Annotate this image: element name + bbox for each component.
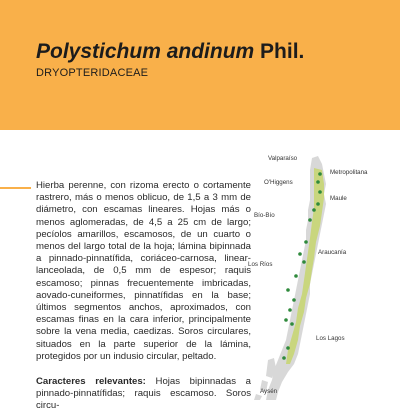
occurrence-point: [288, 308, 292, 312]
distribution-map: [248, 150, 400, 400]
occurrence-point: [318, 172, 322, 176]
occurrence-point: [316, 202, 320, 206]
occurrence-point: [286, 288, 290, 292]
occurrence-point: [318, 190, 322, 194]
chile-map-svg: [248, 150, 400, 400]
region-label-los-rios: Los Ríos: [248, 261, 273, 268]
family-name: DRYOPTERIDACEAE: [36, 67, 149, 79]
description-text: Hierba perenne, con rizoma erecto o cortamente rastrero, más o menos oblicuo, de 1,5 a 3 mm de diámetro, con escamas lineares. Hojas más o menos aglomeradas, de 4,5 a 25 cm de largo; pecíolos amarillos, escamosos, de un cuarto o menos del largo total de la hoja; lámina bipinnada a pinnado-pinnatífida, coriáceo-carnosa, linear-lanceolada, de 0,5 mm de espesor; raquis escamoso; pinnas frecuentemente imbricadas, aovado-cuneiformes, pinnatífidas en la base; últimos segmentos anchos, aproximados, con escamas finas en la cara inferior, principalmente sobre la vena media, caedizas. Soros circulares, situados en la parte superior de la lámina, protegidos por un indusio circular, peltado.: [36, 180, 251, 362]
occurrence-point: [316, 180, 320, 184]
relevant-label: Caracteres relevantes:: [36, 376, 146, 387]
region-label-metropolitana: Metropolitana: [330, 169, 368, 176]
occurrence-point: [290, 322, 294, 326]
occurrence-point: [282, 356, 286, 360]
occurrence-point: [304, 240, 308, 244]
occurrence-point: [312, 208, 316, 212]
occurrence-point: [292, 298, 296, 302]
region-label-los-lagos: Los Lagos: [316, 335, 345, 342]
region-label-araucania: Araucanía: [318, 249, 347, 256]
region-label-maule: Maule: [330, 195, 347, 202]
region-label-aysen: Aysén: [260, 388, 278, 395]
region-label-ohiggins: O'Higgens: [264, 179, 293, 186]
occurrence-point: [284, 318, 288, 322]
species-title: [36, 40, 304, 64]
species-name: Polystichum andinum: [36, 40, 255, 63]
occurrence-point: [308, 218, 312, 222]
header-band: [0, 0, 400, 130]
region-label-biobio: Bío-Bío: [254, 212, 275, 219]
occurrence-point: [302, 260, 306, 264]
section-accent-bar: [0, 187, 31, 189]
relevant-text: Hojas bipinnadas a pinnado-pinnatífidas; raquis escamoso. Soros circu-: [36, 376, 252, 412]
region-label-valparaiso: Valparaíso: [268, 155, 298, 162]
occurrence-point: [294, 274, 298, 278]
occurrence-point: [298, 252, 302, 256]
relevant-characters: [36, 376, 251, 413]
occurrence-point: [286, 346, 290, 350]
species-author: Phil.: [260, 40, 305, 63]
